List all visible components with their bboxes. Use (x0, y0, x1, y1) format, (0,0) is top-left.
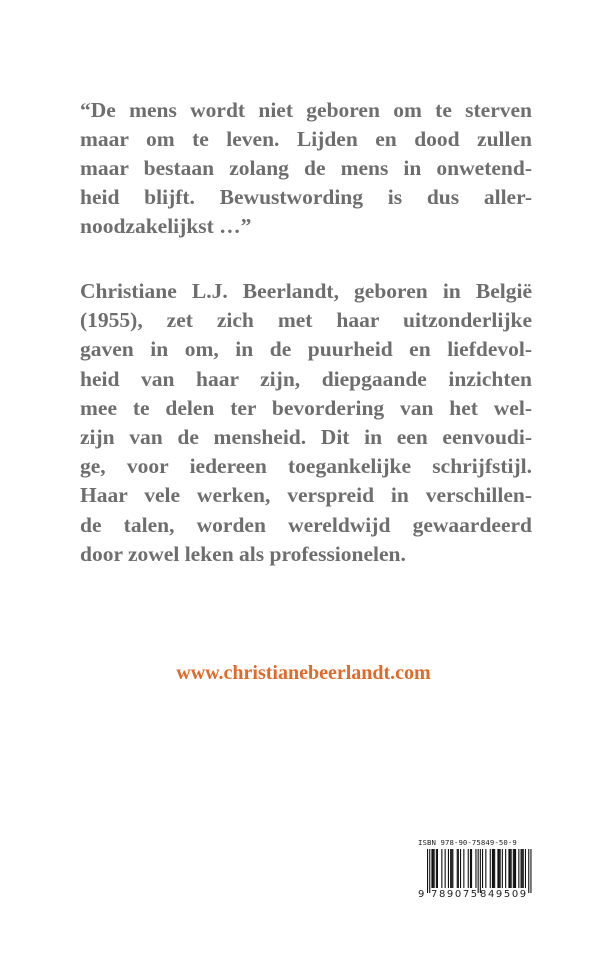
bio-line: heid van haar zijn, diepgaande inzichten (80, 366, 532, 391)
barcode-bar (513, 849, 514, 888)
barcode-bar (441, 849, 442, 888)
barcode-bar (429, 849, 430, 893)
bio-line: gaven in om, in de puurheid en liefdevol- (80, 337, 532, 362)
barcode-bar (510, 849, 511, 888)
barcode-bars (418, 849, 532, 893)
barcode-bar (431, 849, 432, 888)
bio-line: ge, voor iedereen toegankelijke schrijfstijl. (80, 454, 532, 479)
bio-line: Haar vele werken, verspreid in verschillen- (80, 483, 532, 508)
barcode-bar (515, 849, 516, 888)
bio-line: zijn van de mensheid. Dit in een eenvoudi- (80, 425, 532, 450)
quote-line: maar om te leven. Lijden en dood zullen (80, 127, 532, 151)
barcode-bar (493, 849, 494, 888)
isbn-label: ISBN 978-90-75849-50-9 (418, 838, 517, 847)
barcode-bar (530, 849, 531, 893)
barcode-bar (525, 849, 526, 888)
barcode-bar (490, 849, 491, 888)
barcode-bar (450, 849, 451, 888)
barcode-bar (499, 849, 500, 888)
barcode-bar (521, 849, 522, 888)
barcode-bar (505, 849, 506, 888)
bio-line: door zowel leken als professionelen. (80, 541, 406, 566)
bio-line: mee te delen ter bevordering van het wel- (80, 395, 532, 420)
website-link[interactable]: www.christianebeerlandt.com (176, 662, 431, 684)
barcode-bar (458, 849, 459, 888)
barcode-bar (433, 849, 434, 888)
quote-line: “De mens wordt niet geboren om te sterven (80, 98, 532, 122)
bio-line: de talen, worden wereldwijd gewaardeerd (80, 512, 532, 537)
barcode-bar (451, 849, 452, 888)
barcode-bar (518, 849, 519, 888)
barcode-bar (485, 849, 486, 888)
barcode-bar (434, 849, 435, 888)
barcode-bar (497, 849, 498, 888)
barcode-bar (494, 849, 495, 888)
bio-line: (1955), zet zich met haar uitzonderlijke (80, 308, 532, 333)
quote-line: maar bestaan zolang de mens in onwetend- (80, 156, 532, 180)
barcode-bar (471, 849, 472, 888)
barcode-bar (500, 849, 501, 888)
barcode-bar (470, 849, 471, 888)
barcode-bar (452, 849, 453, 888)
barcode-bar (492, 849, 493, 888)
barcode-bar (528, 849, 529, 893)
barcode-first-digit: 9 (418, 889, 425, 900)
barcode-bar (514, 849, 515, 888)
barcode-bar (475, 849, 476, 888)
barcode-bar (478, 849, 479, 893)
barcode-bar (508, 849, 509, 888)
barcode-bar (522, 849, 523, 888)
quote-line: noodzakelijkst …” (80, 214, 252, 238)
barcode-bar (480, 849, 481, 893)
barcode-right-group: 849509 (480, 889, 528, 900)
bio-line: Christiane L.J. Beerlandt, geboren in België (80, 279, 532, 303)
barcode-bar (482, 849, 483, 888)
barcode-bar (523, 849, 524, 888)
barcode-bar (463, 849, 464, 888)
author-bio (80, 277, 532, 569)
isbn-barcode (418, 838, 532, 908)
barcode-bar (457, 849, 458, 888)
barcode-bar (437, 849, 438, 888)
barcode-bar (445, 849, 446, 888)
barcode-left-group: 789075 (431, 889, 479, 900)
quote-line: heid blijft. Bewustwording is dus aller- (80, 185, 532, 209)
barcode-bar (448, 849, 449, 888)
barcode-bar (460, 849, 461, 888)
back-cover-quote (80, 96, 532, 241)
barcode-bar (427, 849, 428, 893)
barcode-bar (436, 849, 437, 888)
barcode-bar (511, 849, 512, 888)
barcode-bar (468, 849, 469, 888)
barcode-bar (502, 849, 503, 888)
